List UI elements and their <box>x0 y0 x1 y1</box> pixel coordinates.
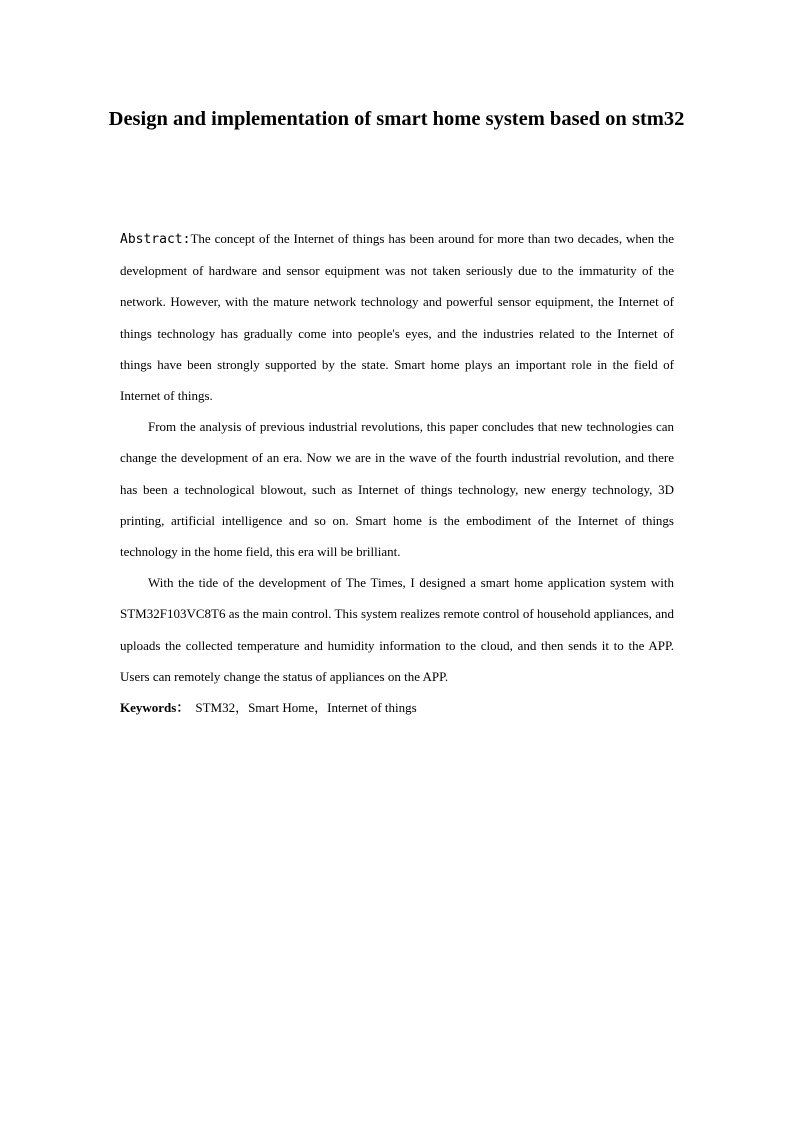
abstract-paragraph-3: With the tide of the development of The Times, I designed a smart home application system with STM32F103VC8T6 as the main control. This system realizes remote control of household appliances, and uploads the collected temperature and humidity information to the cloud, and then sends it to the APP. Users can remotely change the status of appliances on the APP. <box>120 575 674 684</box>
paper-title: Design and implementation of smart home system based on stm32 <box>108 108 685 130</box>
keywords-line <box>120 692 674 723</box>
abstract-paragraph-2: From the analysis of previous industrial revolutions, this paper concludes that new technologies can change the development of an era. Now we are in the wave of the fourth industrial revolution, and there has been a technological blowout, such as Internet of things technology, new energy technology, 3D printing, artificial intelligence and so on. Smart home is the embodiment of the Internet of things technology in the home field, this era will be brilliant. <box>120 419 674 560</box>
abstract-label: Abstract: <box>120 232 191 247</box>
keywords-label: Keywords： <box>120 700 190 716</box>
abstract-text-1: The concept of the Internet of things has been around for more than two decades, when the development of hardware and sensor equipment was not taken seriously due to the immaturity of the network. However, with the mature network technology and powerful sensor equipment, the Internet of things technology has gradually come into people's eyes, and the industries related to the Internet of things have been strongly supported by the state. Smart home plays an important role in the field of Internet of things. <box>120 231 674 404</box>
abstract-paragraph-1 <box>120 223 674 411</box>
keywords-list: STM32，Smart Home，Internet of things <box>195 700 417 716</box>
abstract-section <box>120 223 674 723</box>
